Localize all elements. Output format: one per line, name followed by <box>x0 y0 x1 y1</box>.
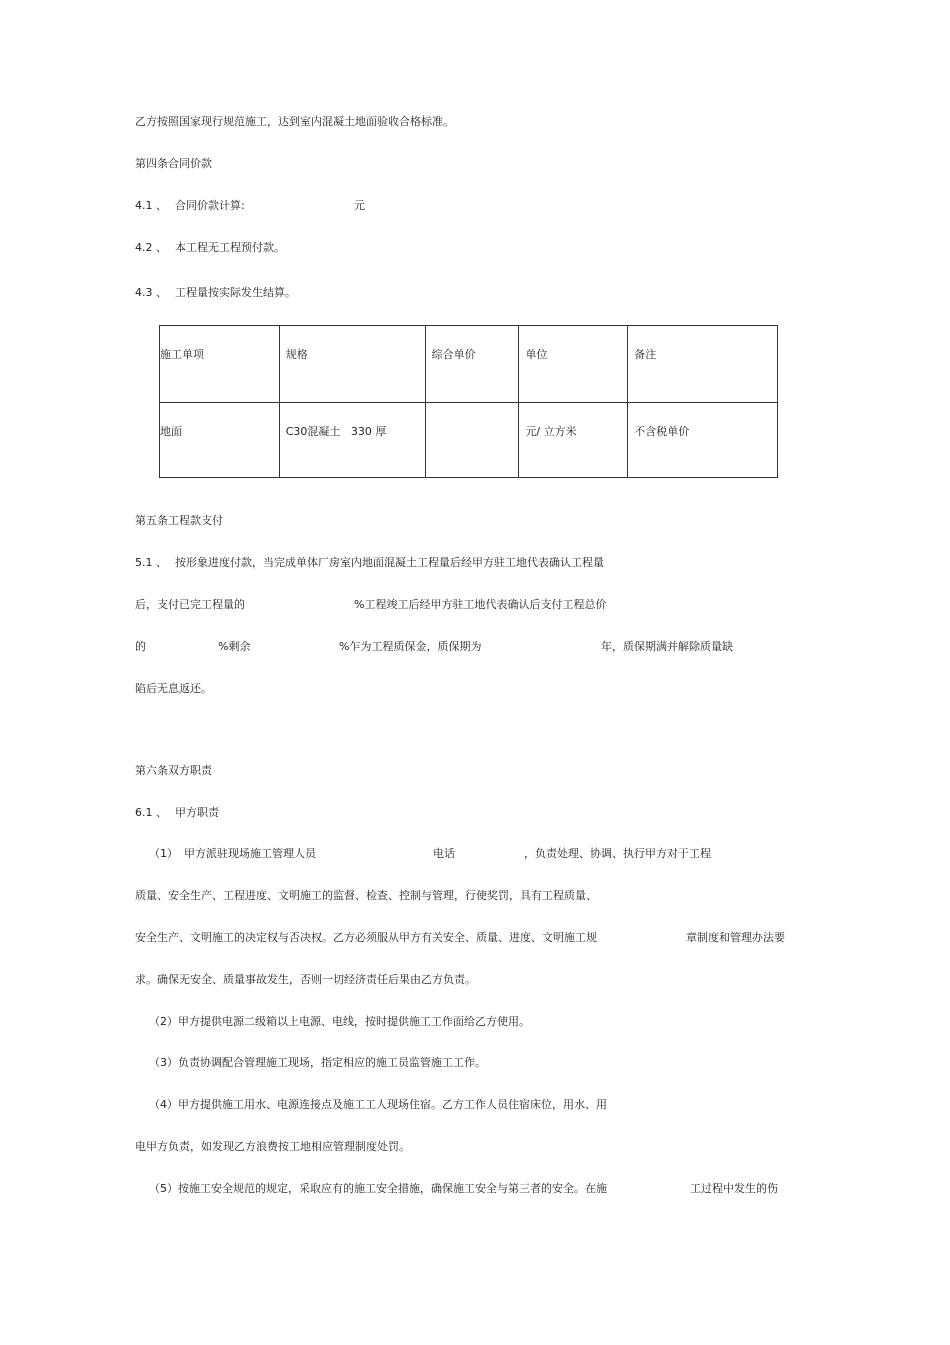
header-item: 施工单项 <box>160 326 280 403</box>
clause-text: 本工程无工程预付款。 <box>175 241 285 254</box>
item-4-line-1: （4）甲方提供施工用水、电源连接点及施工工人现场住宿。乙方工作人员住宿床位，用水、用 <box>149 1098 607 1111</box>
clause-text: 工程量按实际发生结算。 <box>175 286 296 299</box>
clause-text: 按形象进度付款，当完成单体厂房室内地面混凝土工程量后经甲方驻工地代表确认工程量 <box>175 556 604 569</box>
item-3: （3）负责协调配合管理施工现场，指定相应的施工员监管施工工作。 <box>149 1056 486 1069</box>
header-unit-price: 综合单价 <box>425 326 519 403</box>
table-header-row <box>160 326 778 403</box>
clause-number: 5.1 、 <box>135 556 167 569</box>
document-page: 乙方按照国家现行规范施工，达到室内混凝土地面验收合格标准。 第四条合同价款 4.1 、 合同价款计算: 元 4.2 、 本工程无工程预付款。 4.3 、 工程量按实际发生结算。 施工单项 规格 综合单价 单位 备注 地面 C30混凝土 330 厚 元/ 立方米 不含税单价 第五条工程款支付 5.1 、 按形象进度付款，当完成单体厂房室内地面混凝土工程量后经甲方驻工地代表确认工程量 后，支付已完工程量的 %工程竣工后经甲方驻工地代表确认后支付工程总价 的 %剩余 %乍为工程质保金，质保期为 年，质保期满并解除质量缺 陷后无息返还。 第六条双方职责 6.1 、 甲方职责 （1） 甲方派驻现场施工管理人员 电话 ，负责处理、协调、执行甲方对于工程 质量、安全生产、工程进度、文明施工的监督、检查、控制与管理，行使奖罚，具有工程质量、 安全生产、文明施工的决定权与否决权。乙方必须服从甲方有关安全、质量、进度、文明施工规 章制度和管理办法要 求。确保无安全、质量事故发生，否则一切经济责任后果由乙方负责。 （2）甲方提供电源二级箱以上电源、电线，按时提供施工工作面给乙方使用。 （3）负责协调配合管理施工现场，指定相应的施工员监管施工工作。 （4）甲方提供施工用水、电源连接点及施工工人现场住宿。乙方工作人员住宿床位，用水、用 电甲方负责，如发现乙方浪费按工地相应管理制度处罚。 （5）按施工安全规范的规定，采取应有的施工安全措施，确保施工安全与第三者的安全。在施 工过程中发生的伤 <box>135 115 785 1195</box>
cell-remark: 不含税单价 <box>628 403 778 478</box>
header-spec: 规格 <box>279 326 425 403</box>
clause-number: 4.3 、 <box>135 286 167 299</box>
cell-unit: 元/ 立方米 <box>519 403 628 478</box>
currency-unit: 元 <box>354 199 365 212</box>
cell-item: 地面 <box>160 403 280 478</box>
item-2: （2）甲方提供电源二级箱以上电源、电线，按时提供施工工作面给乙方使用。 <box>149 1015 530 1028</box>
clause-number: 4.2 、 <box>135 241 167 254</box>
header-unit: 单位 <box>519 326 628 403</box>
article-5-heading: 第五条工程款支付 <box>135 514 223 527</box>
clause-number: 4.1 、 <box>135 199 167 212</box>
clause-text: 合同价款计算: <box>175 199 245 212</box>
header-remark: 备注 <box>628 326 778 403</box>
cell-spec: C30混凝土 330 厚 <box>279 403 425 478</box>
clause-5-1-line-4: 陷后无息返还。 <box>135 682 212 695</box>
item-1-line-4: 求。确保无安全、质量事故发生，否则一切经济责任后果由乙方负责。 <box>135 973 476 986</box>
cell-unit-price <box>425 403 519 478</box>
item-1-line-2: 质量、安全生产、工程进度、文明施工的监督、检查、控制与管理，行使奖罚，具有工程质量、 <box>135 889 597 902</box>
article-6-heading: 第六条双方职责 <box>135 764 212 777</box>
table-row <box>160 403 778 478</box>
article-4-heading: 第四条合同价款 <box>135 157 212 170</box>
price-table <box>159 325 778 478</box>
item-4-line-2: 电甲方负责，如发现乙方浪费按工地相应管理制度处罚。 <box>135 1140 410 1153</box>
paragraph-quality-standard: 乙方按照国家现行规范施工，达到室内混凝土地面验收合格标准。 <box>135 115 454 128</box>
clause-number: 6.1 、 <box>135 806 167 819</box>
clause-text: 甲方职责 <box>175 806 219 819</box>
